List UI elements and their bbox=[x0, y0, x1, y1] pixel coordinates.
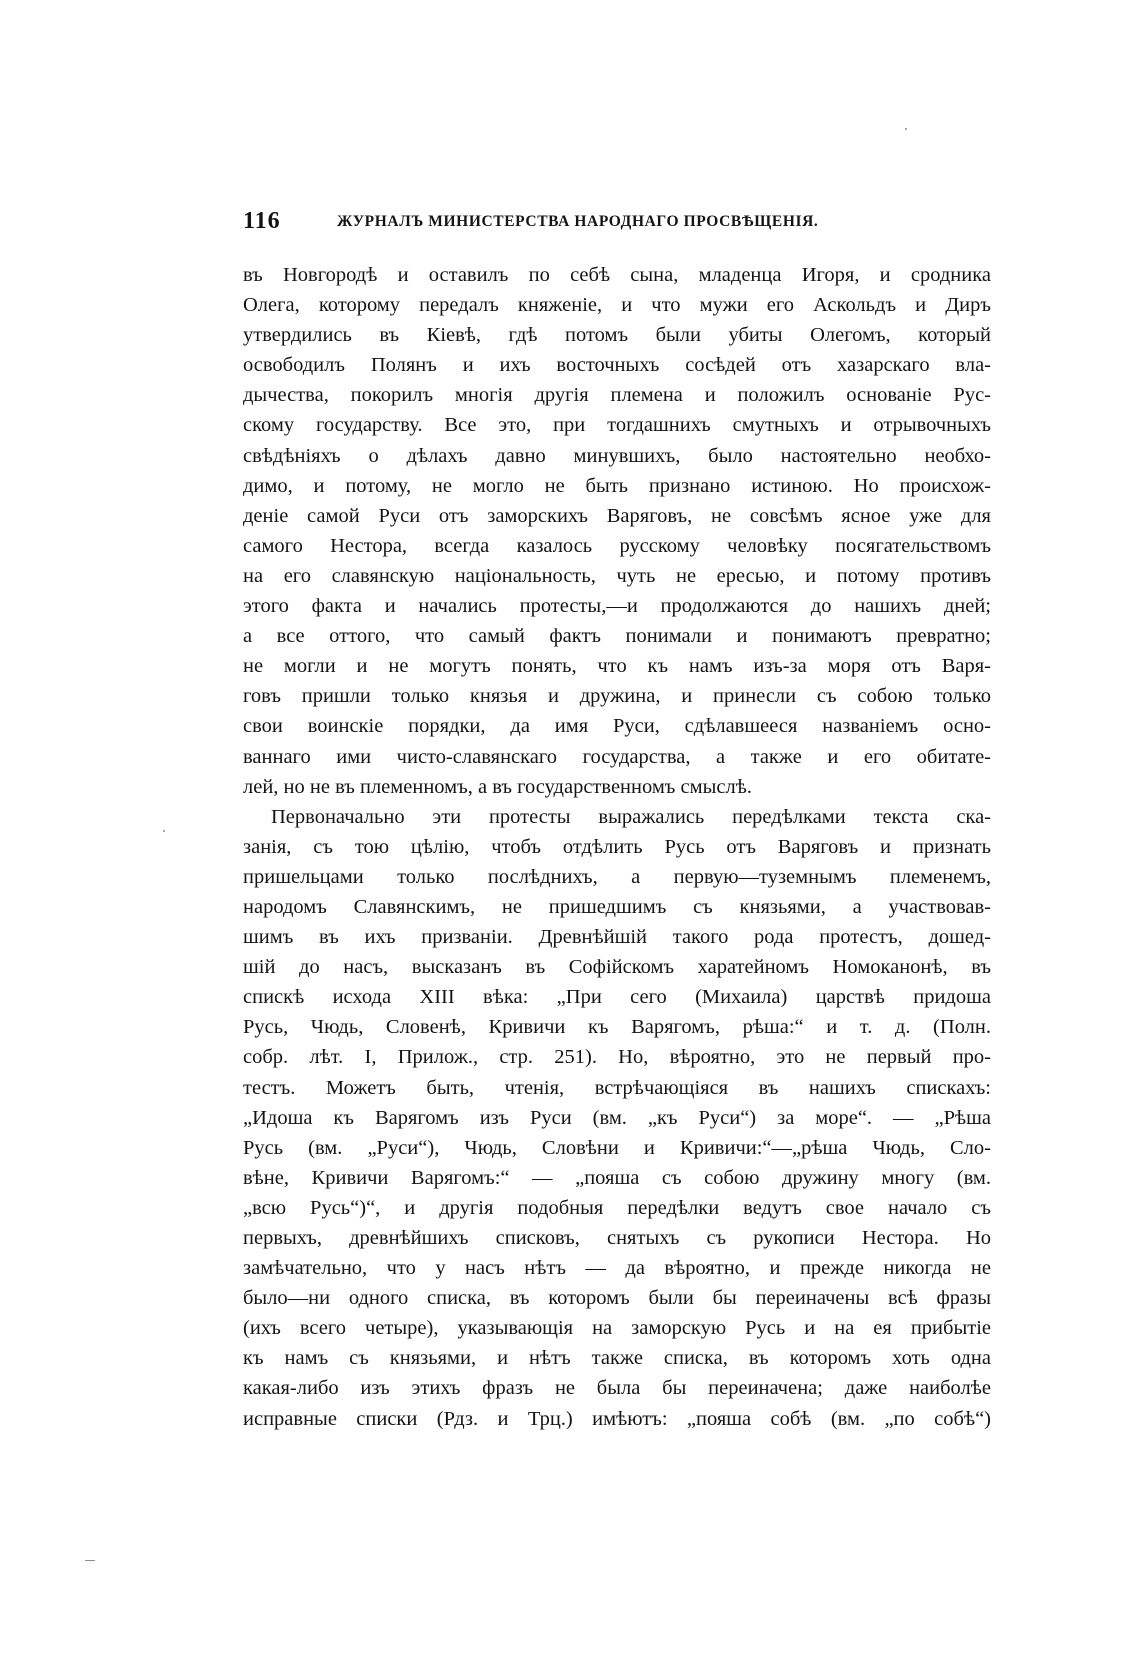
text-line: Олега, которому передалъ княженіе, и что мужи его Аскольдъ и Диръ bbox=[243, 294, 991, 317]
text-line: собр. лѣт. I, Прилож., стр. 251). Но, вѣроятно, это не первый про- bbox=[243, 1046, 991, 1069]
text-line: вѣне, Кривичи Варягомъ:“ — „пояша съ собою дружину многу (вм. bbox=[243, 1166, 991, 1189]
text-line: освободилъ Полянъ и ихъ восточныхъ сосѣдей отъ хазарскаго вла- bbox=[243, 354, 991, 377]
text-line: тестъ. Можетъ быть, чтенія, встрѣчающіяся въ нашихъ спискахъ: bbox=[243, 1076, 991, 1099]
text-line: говъ пришли только князья и дружина, и принесли съ собою только bbox=[243, 685, 991, 708]
page-header bbox=[243, 208, 983, 238]
text-line: ваннаго ими чисто-славянскаго государства, а также и его обитате- bbox=[243, 745, 991, 768]
text-line: „всю Русь“)“, и другія подобныя передѣлки ведутъ свое начало съ bbox=[243, 1196, 991, 1219]
paragraph-first-line: Первоначально эти протесты выражались передѣлками текста ска- bbox=[271, 805, 991, 828]
scan-speck bbox=[163, 830, 165, 832]
body-text bbox=[243, 260, 991, 1434]
text-line: скому государству. Все это, при тогдашнихъ смутныхъ и отрывочныхъ bbox=[243, 414, 991, 437]
text-line: Русь (вм. „Руси“), Чюдь, Словѣни и Кривичи:“—„рѣша Чюдь, Сло- bbox=[243, 1136, 991, 1159]
text-line: какая-либо изъ этихъ фразъ не была бы переиначена; даже наиболѣе bbox=[243, 1377, 991, 1400]
text-line: шій до насъ, высказанъ въ Софійскомъ харатейномъ Номоканонѣ, въ bbox=[243, 956, 991, 979]
text-line: дычества, покорилъ многія другія племена и положилъ основаніе Рус- bbox=[243, 384, 991, 407]
text-line: занія, съ тою цѣлію, чтобъ отдѣлить Русь отъ Варяговъ и признать bbox=[243, 835, 991, 858]
text-line: исправные списки (Рдз. и Трц.) имѣютъ: „пояша собѣ (вм. „по собѣ“) bbox=[243, 1407, 991, 1430]
text-line: народомъ Славянскимъ, не пришедшимъ съ князьями, а участвовав- bbox=[243, 895, 991, 918]
text-line: спискѣ исхода XIII вѣка: „При сего (Михаила) царствѣ придоша bbox=[243, 986, 991, 1009]
text-line: шимъ въ ихъ призваніи. Древнѣйшій такого рода протестъ, дошед- bbox=[243, 926, 991, 949]
text-line: (ихъ всего четыре), указывающія на заморскую Русь и на ея прибытіе bbox=[243, 1317, 991, 1340]
text-line: димо, и потому, не могло не быть признано истиною. Но происхож- bbox=[243, 474, 991, 497]
text-line: „Идоша къ Варягомъ изъ Руси (вм. „къ Руси“) за море“. — „Рѣша bbox=[243, 1106, 991, 1129]
text-line: деніе самой Руси отъ заморскихъ Варяговъ, не совсѣмъ ясное уже для bbox=[243, 504, 991, 527]
running-head: ЖУРНАЛЪ МИНИСТЕРСТВА НАРОДНАГО ПРОСВѢЩЕНІЯ. bbox=[337, 213, 819, 230]
paragraph-end-line: лей, но не въ племенномъ, а въ государственномъ смыслѣ. bbox=[243, 775, 752, 798]
text-line: утвердились въ Кіевѣ, гдѣ потомъ были убиты Олегомъ, который bbox=[243, 324, 991, 347]
text-line: пришельцами только послѣднихъ, а первую—туземнымъ племенемъ, bbox=[243, 865, 991, 888]
text-line: къ намъ съ князьями, и нѣтъ также списка, въ которомъ хоть одна bbox=[243, 1347, 991, 1370]
text-line: замѣчательно, что у насъ нѣтъ — да вѣроятно, и прежде никогда не bbox=[243, 1257, 991, 1280]
text-line: этого факта и начались протесты,—и продолжаются до нашихъ дней; bbox=[243, 595, 991, 618]
text-line: въ Новгородѣ и оставилъ по себѣ сына, младенца Игоря, и сродника bbox=[243, 264, 991, 286]
text-line: на его славянскую національность, чуть не ересью, и потому противъ bbox=[243, 564, 991, 587]
page-number: 116 bbox=[243, 208, 281, 234]
text-line: а все оттого, что самый фактъ понимали и понимаютъ превратно; bbox=[243, 625, 991, 648]
text-line: было—ни одного списка, въ которомъ были бы переиначены всѣ фразы bbox=[243, 1287, 991, 1310]
scan-speck bbox=[85, 1560, 95, 1561]
text-line: самого Нестора, всегда казалось русскому человѣку посягательствомъ bbox=[243, 534, 991, 557]
text-line: свои воинскіе порядки, да имя Руси, сдѣлавшееся названіемъ осно- bbox=[243, 715, 991, 738]
scan-speck bbox=[905, 128, 907, 130]
text-line: первыхъ, древнѣйшихъ списковъ, снятыхъ съ рукописи Нестора. Но bbox=[243, 1227, 991, 1249]
text-line: Русь, Чюдь, Словенѣ, Кривичи къ Варягомъ, рѣша:“ и т. д. (Полн. bbox=[243, 1016, 991, 1039]
text-line: свѣдѣніяхъ о дѣлахъ давно минувшихъ, было настоятельно необхо- bbox=[243, 444, 991, 467]
text-line: не могли и не могутъ понять, что къ намъ изъ-за моря отъ Варя- bbox=[243, 655, 991, 678]
